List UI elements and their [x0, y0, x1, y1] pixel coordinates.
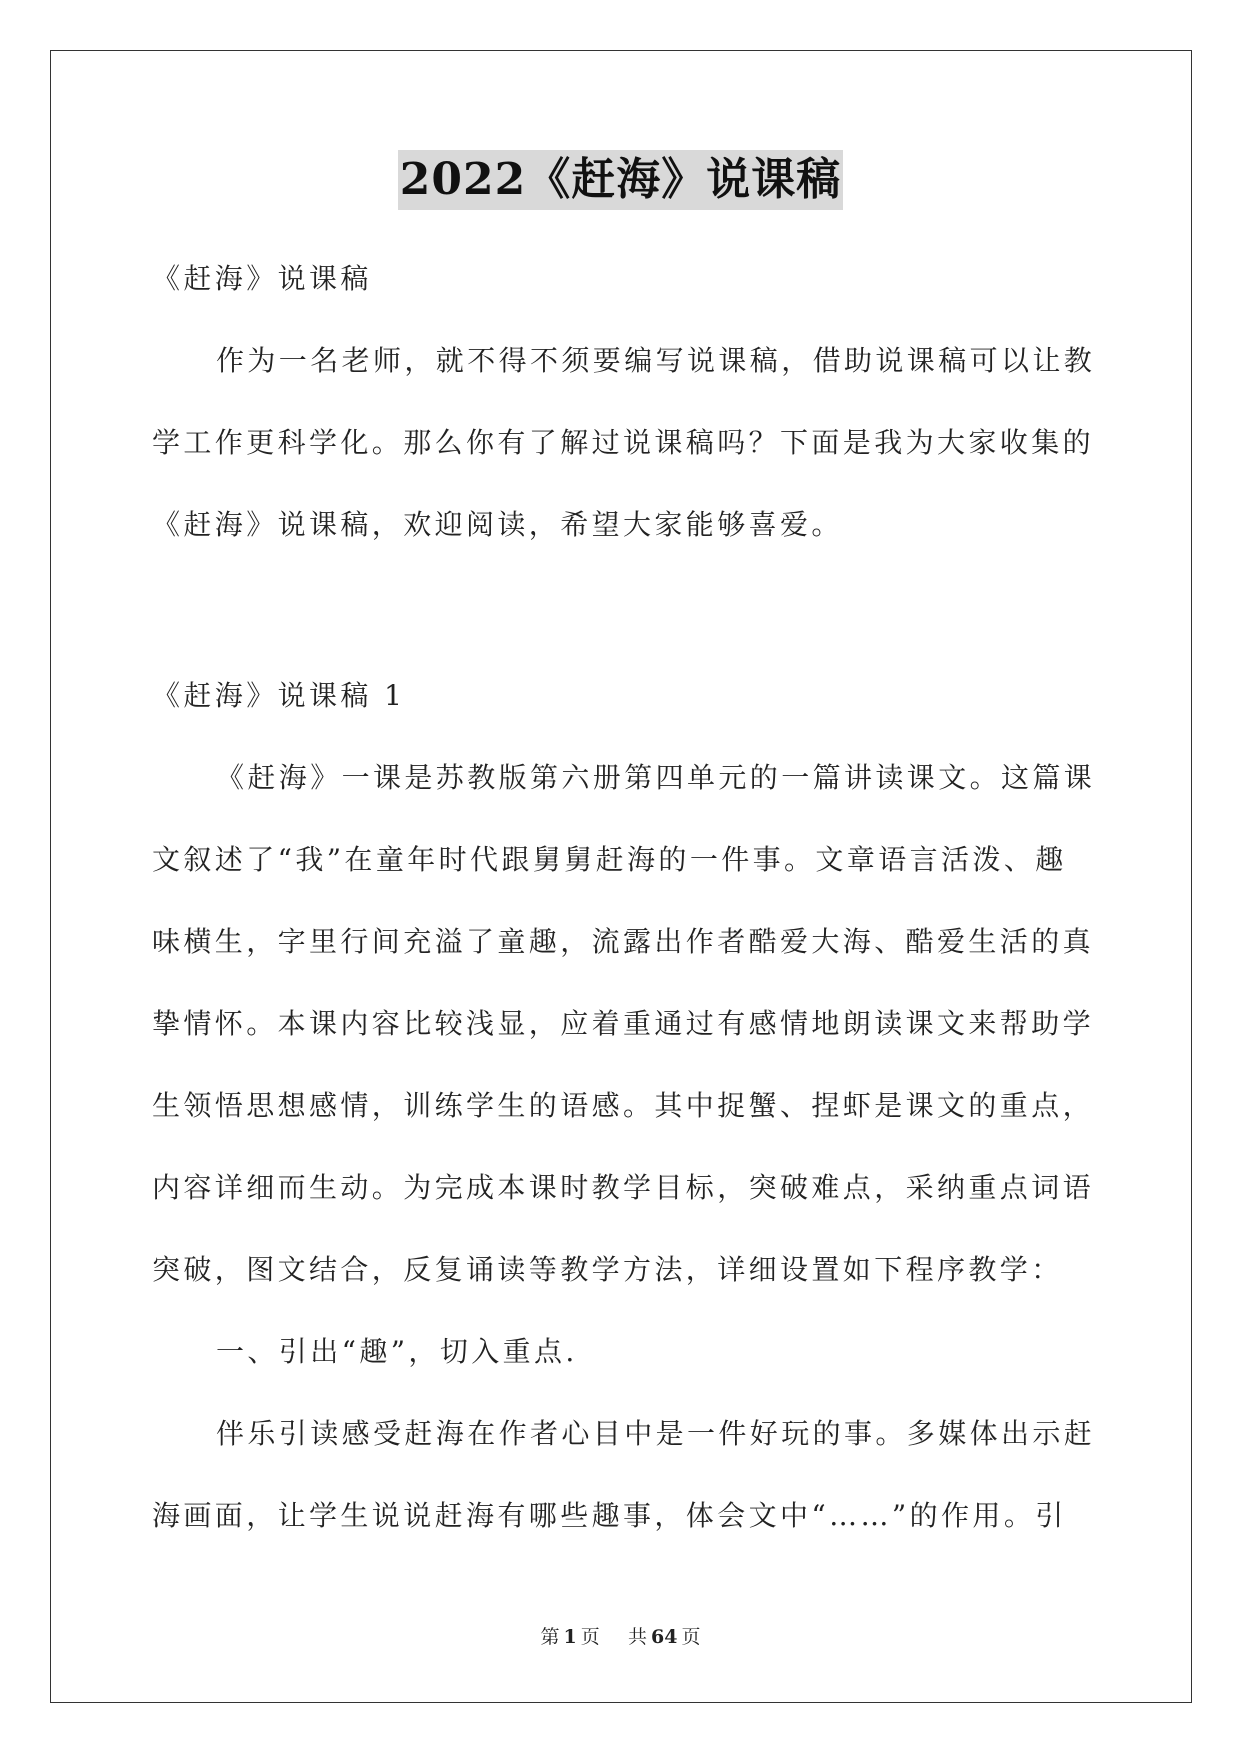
intro-line-3: 《赶海》说课稿，欢迎阅读，希望大家能够喜爱。	[152, 508, 843, 541]
intro-line-2: 学工作更科学化。那么你有了解过说课稿吗？下面是我为大家收集的	[152, 426, 1095, 459]
footer-total-pages: 64	[650, 1626, 678, 1648]
section1-line-7: 突破，图文结合，反复诵读等教学方法，详细设置如下程序教学：	[152, 1253, 1063, 1286]
footer-total-suffix: 页	[681, 1626, 701, 1648]
step-1-heading: 一、引出“趣”，切入重点.	[216, 1335, 578, 1368]
section2-line-1: 伴乐引读感受赶海在作者心目中是一件好玩的事。多媒体出示赶	[216, 1417, 1096, 1450]
heading-1: 《赶海》说课稿	[152, 262, 372, 295]
section1-line-1: 《赶海》一课是苏教版第六册第四单元的一篇讲读课文。这篇课	[216, 761, 1096, 794]
heading-2: 《赶海》说课稿 1	[152, 679, 406, 712]
intro-line-1: 作为一名老师，就不得不须要编写说课稿，借助说课稿可以让教	[216, 344, 1096, 377]
section1-line-6: 内容详细而生动。为完成本课时教学目标，突破难点，采纳重点词语	[152, 1171, 1095, 1204]
section2-line-2: 海画面，让学生说说赶海有哪些趣事，体会文中“……”的作用。引	[152, 1499, 1067, 1532]
document-title: 2022《赶海》说课稿	[398, 150, 843, 210]
footer-prefix: 第	[540, 1626, 560, 1648]
title-container	[0, 150, 1241, 210]
footer-page-number: 1	[563, 1626, 577, 1648]
section-1-body	[152, 655, 1096, 1557]
footer-page-suffix: 页	[580, 1626, 600, 1648]
footer-total-prefix: 共	[627, 1626, 647, 1648]
document-body	[152, 238, 1096, 566]
page-footer	[0, 1622, 1241, 1649]
section1-line-5: 生领悟思想感情，训练学生的语感。其中捉蟹、捏虾是课文的重点，	[152, 1089, 1095, 1122]
section1-line-2: 文叙述了“我”在童年时代跟舅舅赶海的一件事。文章语言活泼、趣	[152, 843, 1067, 876]
section1-line-4: 挚情怀。本课内容比较浅显，应着重通过有感情地朗读课文来帮助学	[152, 1007, 1095, 1040]
section1-line-3: 味横生，字里行间充溢了童趣，流露出作者酷爱大海、酷爱生活的真	[152, 925, 1095, 958]
